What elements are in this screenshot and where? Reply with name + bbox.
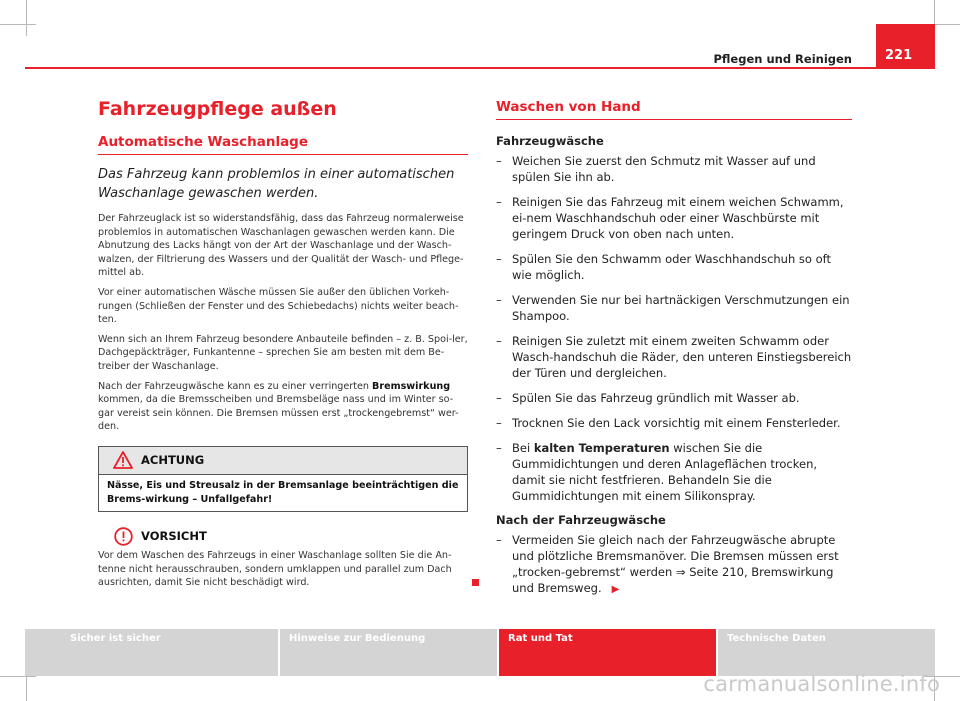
list-item-text: Trocknen Sie den Lack vorsichtig mit einem Fensterleder. (512, 416, 841, 430)
list-item-text: Spülen Sie das Fahrzeug gründlich mit Wasser ab. (512, 391, 800, 405)
list-item-text: Reinigen Sie das Fahrzeug mit einem weichen Schwamm, ei-nem Waschhandschuh oder einer Waschbürste mit geringem Druck von oben nach unten. (512, 195, 844, 241)
chapter-title: Fahrzeugpflege außen (98, 98, 337, 120)
section-end-marker (472, 579, 479, 586)
list-item-text: Spülen Sie den Schwamm oder Waschhandschuh so oft wie möglich. (512, 252, 831, 282)
list-item-text: wischen Sie die Gummidichtungen und deren Anlageflächen trocken, damit sie nicht festfrieren. Behandeln Sie die Gummidichtungen mit einem Silikonspray. (512, 441, 818, 503)
paragraph: Wenn sich an Ihrem Fahrzeug besondere Anbauteile befinden – z. B. Spoi-ler, Dachgepäckträger, Funkantenne – sprechen Sie am besten mit dem Be-treiber der Waschanlage. (98, 333, 468, 372)
right-column (496, 99, 852, 607)
list-item (496, 415, 852, 431)
instruction-list (496, 153, 852, 504)
list-item-text: Weichen Sie zuerst den Schmutz mit Wasser auf und spülen Sie ihn ab. (512, 154, 816, 184)
caution-text: Vor dem Waschen des Fahrzeugs in einer Waschanlage sollten Sie die An-tenne nicht herausschrauben, sondern umklappen und parallel zum Dach ausrichten, damit Sie nicht beschädigt wird. (98, 550, 452, 589)
dash-bullet: – (496, 441, 502, 455)
bold-term: kalten Temperaturen (533, 441, 670, 455)
list-item (496, 292, 852, 324)
list-item (496, 153, 852, 185)
running-header-title: Pflegen und Reinigen (713, 52, 852, 66)
tab-rat-und-tat[interactable]: Rat und Tat (499, 629, 718, 676)
paragraph (98, 380, 468, 434)
list-item-text: Verwenden Sie nur bei hartnäckigen Verschmutzungen ein Shampoo. (512, 293, 850, 323)
warning-header (99, 447, 467, 475)
paragraph-text: Nach der Fahrzeugwäsche kann es zu einer verringerten (98, 380, 373, 392)
caution-block (98, 526, 468, 590)
list-item (496, 194, 852, 242)
paragraph: Vor einer automatischen Wäsche müssen Sie außer den üblichen Vorkeh-rungen (Schließen der Fenster und des Schiebedachs) nichts weiter beach-ten. (98, 286, 459, 326)
dash-bullet: – (496, 391, 502, 405)
section-title: Automatische Waschanlage (98, 134, 468, 155)
watermark: carmanualsonline.info (703, 672, 940, 696)
chapter-tabs (25, 629, 935, 676)
dash-bullet: – (496, 195, 502, 209)
section-title: Waschen von Hand (496, 99, 852, 120)
dash-bullet: – (496, 533, 502, 547)
subheading: Fahrzeugwäsche (496, 134, 604, 148)
caution-label: VORSICHT (141, 529, 207, 544)
warning-triangle-icon (113, 451, 133, 469)
warning-label: ACHTUNG (141, 453, 205, 468)
crop-mark (26, 0, 27, 36)
bold-term: Bremswirkung (372, 380, 451, 392)
crop-mark (0, 24, 36, 25)
warning-text: Nässe, Eis und Streusalz in der Bremsanlage beeinträchtigen die Brems-wirkung – Unfallgefahr! (107, 479, 459, 505)
continue-arrow-icon: ▶ (611, 584, 620, 595)
instruction-list (496, 532, 852, 598)
intro-text: Das Fahrzeug kann problemlos in einer automatischen Waschanlage gewaschen werden. (98, 167, 455, 201)
caution-exclamation-icon (114, 527, 133, 546)
paragraph: Der Fahrzeuglack ist so widerstandsfähig, dass das Fahrzeug normalerweise problemlos in automatischen Waschanlagen gewaschen werden kann. Die Abnutzung des Lacks hängt von der Art der Waschanlage und der Wasch-walzen, der Filtrierung des Wassers und der Qualität der Wasch- und Pflege-mittel ab. (98, 213, 464, 279)
tab-sicher-ist-sicher[interactable]: Sicher ist sicher (25, 629, 280, 676)
caution-header (98, 526, 468, 546)
dash-bullet: – (496, 416, 502, 430)
left-column (98, 98, 468, 590)
list-item-text: Reinigen Sie zuletzt mit einem zweiten Schwamm oder Wasch-handschuh die Räder, den unteren Einstiegsbereich der Türen und dergleichen. (512, 334, 852, 380)
crop-mark (0, 676, 36, 677)
list-item (496, 532, 852, 598)
warning-box (98, 446, 468, 512)
dash-bullet: – (496, 154, 502, 168)
subheading: Nach der Fahrzeugwäsche (496, 513, 666, 527)
dash-bullet: – (496, 293, 502, 307)
list-item-text: Bei (512, 441, 534, 455)
dash-bullet: – (496, 334, 502, 348)
list-item (496, 390, 852, 406)
dash-bullet: – (496, 252, 502, 266)
list-item (496, 333, 852, 381)
list-item-text: Vermeiden Sie gleich nach der Fahrzeugwäsche abrupte und plötzliche Bremsmanöver. Die Bremsen müssen erst „trocken-gebremst“ werden ⇒ Seite 210, Bremswirkung und Bremsweg. (512, 533, 839, 595)
tab-technische-daten[interactable]: Technische Daten (718, 629, 935, 676)
header-rule (25, 67, 935, 69)
list-item (496, 440, 852, 504)
paragraph-text: kommen, da die Bremsscheiben und Bremsbeläge nass und im Winter so-gar vereist sein können. Die Bremsen müssen erst „trockengebremst“ wer-den. (98, 394, 459, 433)
page-number: 221 (876, 24, 935, 68)
tab-hinweise-zur-bedienung[interactable]: Hinweise zur Bedienung (280, 629, 499, 676)
list-item (496, 251, 852, 283)
